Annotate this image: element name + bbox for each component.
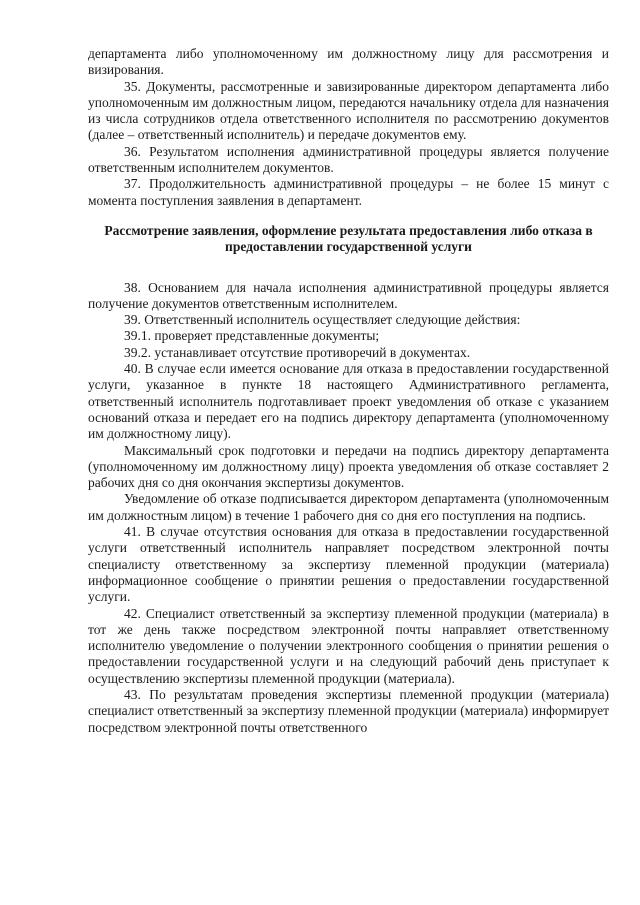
paragraph-40-deadline: Максимальный срок подготовки и передачи на подпись директору департамента (уполномоченному им должностному лицу) проекта уведомления об отказе составляет 2 рабочих дня со дня окончания экспертизы документов. (88, 442, 609, 491)
paragraph-39-2: 39.2. устанавливает отсутствие противоречий в документах. (124, 344, 471, 360)
paragraph-36: 36. Результатом исполнения административной процедуры является получение ответственным исполнителем документов. (88, 143, 609, 176)
section-heading: Рассмотрение заявления, оформление результата предоставления либо отказа в предоставлении государственной услуги (104, 222, 593, 255)
paragraph-38: 38. Основанием для начала исполнения административной процедуры является получение документов ответственным исполнителем. (88, 279, 609, 311)
paragraph-40: 40. В случае если имеется основание для отказа в предоставлении государственной услуги, указанное в пункте 18 настоящего Административного регламента, ответственный исполнитель подготавливает проект уведомления об отказе с указанием оснований отказа и передает его на подпись директору департамента (уполномоченному им должностному лицу). (88, 361, 609, 442)
paragraph-42: 42. Специалист ответственный за экспертизу племенной продукции (материала) в тот же день также посредством электронной почты направляет ответственному исполнителю уведомление о получении электронного сообщения о принятии решения о предоставлении государственной услуги и на следующий рабочий день приступает к осуществлению экспертизы племенной продукции (материала). (88, 605, 609, 686)
paragraph-39: 39. Ответственный исполнитель осуществляет следующие действия: (124, 312, 521, 328)
paragraph-43: 43. По результатам проведения экспертизы племенной продукции (материала) специалист ответственный за экспертизу племенной продукции (материала) информирует посредством электронной почты ответственного (88, 686, 609, 735)
paragraph-35: 35. Документы, рассмотренные и завизированные директором департамента либо уполномоченным им должностным лицом, передаются начальнику отдела для назначения из числа сотрудников отдела ответственного исполнителя по рассмотрению документов (далее – ответственный исполнитель) и передаче документов ему. (88, 78, 609, 143)
paragraph-37: 37. Продолжительность административной процедуры – не более 15 минут с момента поступления заявления в департамент. (88, 176, 609, 208)
paragraph-41: 41. В случае отсутствия основания для отказа в предоставлении государственной услуги ответственный исполнитель направляет посредством электронной почты специалисту ответственному за экспертизу племенной продукции (материала) информационное сообщение о принятии решения о предоставлении государственной услуги. (88, 524, 609, 605)
paragraph-continuation: департамента либо уполномоченному им должностному лицу для рассмотрения и визирования. (88, 46, 609, 78)
paragraph-40-signing: Уведомление об отказе подписывается директором департамента (уполномоченным им должностным лицом) в течение 1 рабочего дня со дня его поступления на подпись. (88, 491, 609, 523)
document-page (88, 46, 609, 736)
paragraph-39-1: 39.1. проверяет представленные документы; (124, 328, 380, 344)
